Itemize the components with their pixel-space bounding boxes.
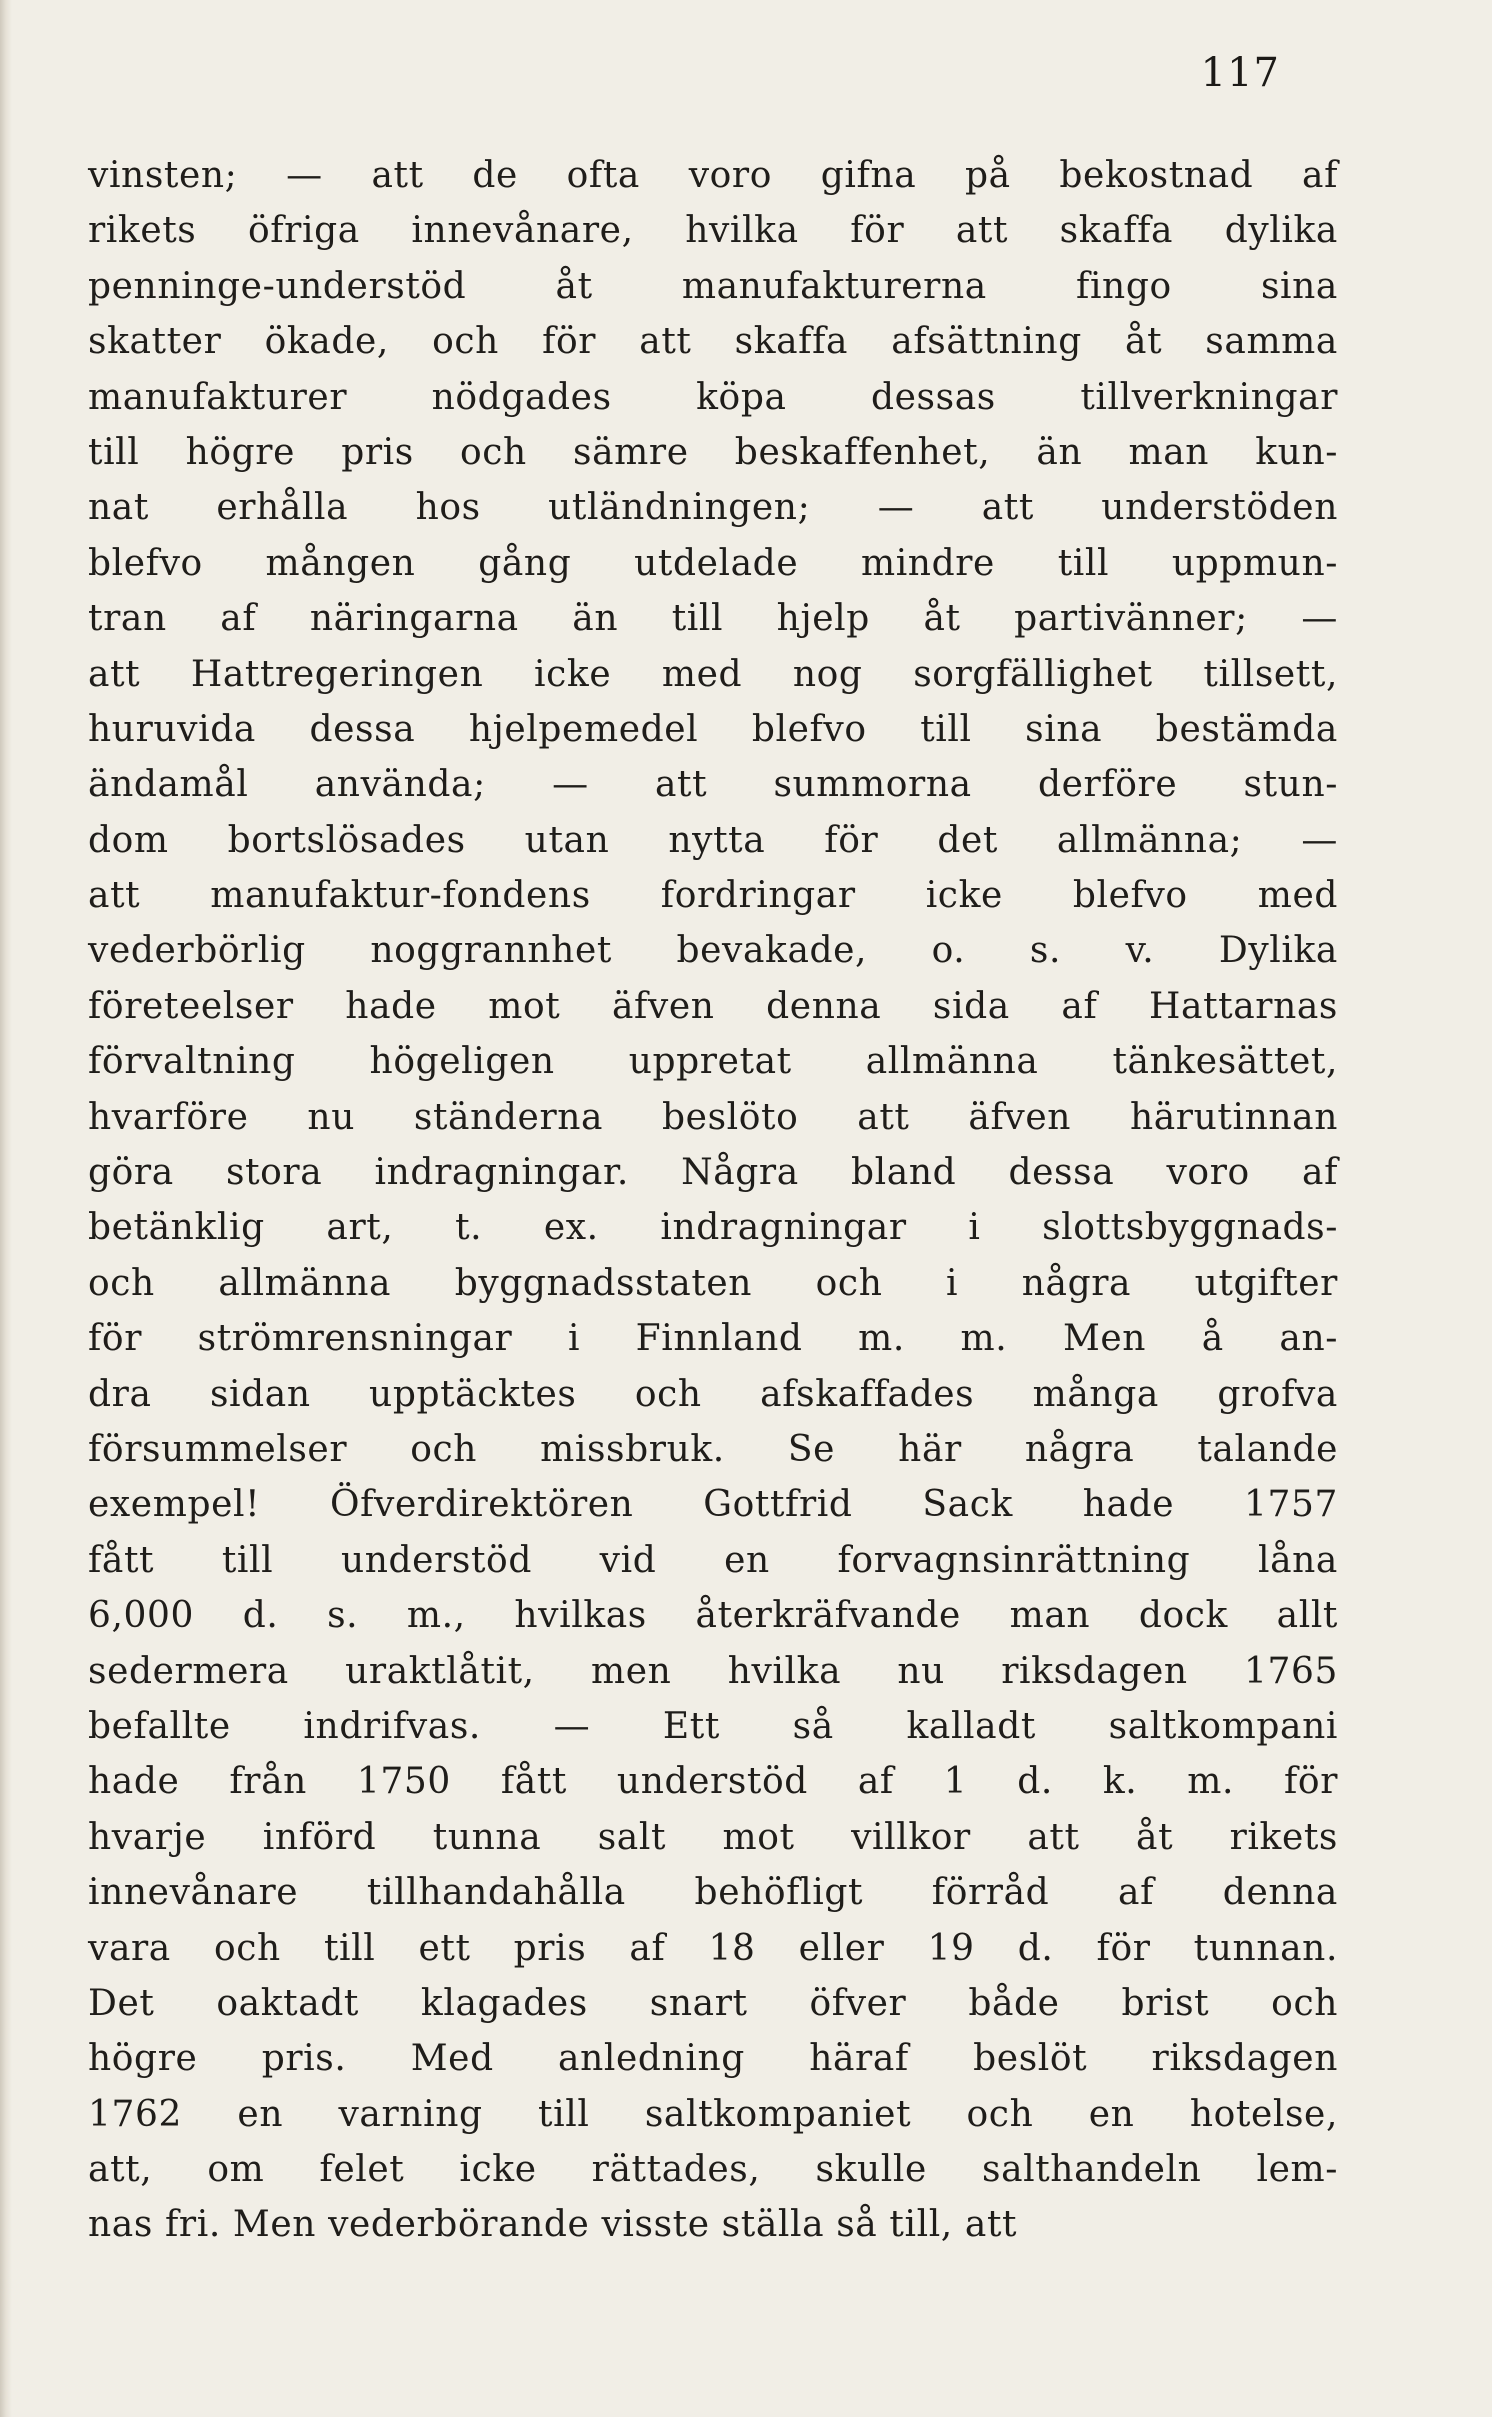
text-line: att manufaktur-fondens fordringar icke blefvo med bbox=[88, 875, 1338, 917]
text-line: huruvida dessa hjelpemedel blefvo till sina bestämda bbox=[88, 708, 1338, 750]
text-line: hade från 1750 fått understöd af 1 d. k. m. för bbox=[88, 1761, 1338, 1803]
text-line: ändamål använda; — att summorna derföre stun- bbox=[88, 764, 1338, 806]
text-line: dra sidan upptäcktes och afskaffades många grofva bbox=[88, 1373, 1338, 1415]
text-line: innevånare tillhandahålla behöfligt förråd af denna bbox=[88, 1872, 1338, 1914]
text-line: fått till understöd vid en forvagnsinrättning låna bbox=[88, 1539, 1338, 1581]
text-line: hvarje införd tunna salt mot villkor att åt rikets bbox=[88, 1816, 1338, 1858]
text-line: nat erhålla hos utländningen; — att understöden bbox=[88, 487, 1338, 529]
text-line: 6,000 d. s. m., hvilkas återkräfvande man dock allt bbox=[88, 1595, 1338, 1637]
text-line: penninge-understöd åt manufakturerna fingo sina bbox=[88, 265, 1338, 307]
text-line: försummelser och missbruk. Se här några talande bbox=[88, 1428, 1338, 1470]
text-line: betänklig art, t. ex. indragningar i slottsbyggnads- bbox=[88, 1207, 1338, 1249]
text-line: att, om felet icke rättades, skulle salthandeln lem- bbox=[88, 2149, 1338, 2191]
page-number: 117 bbox=[1200, 50, 1280, 96]
text-line: vara och till ett pris af 18 eller 19 d. för tunnan. bbox=[88, 1927, 1338, 1969]
text-line: till högre pris och sämre beskaffenhet, än man kun- bbox=[88, 431, 1338, 473]
text-line: Det oaktadt klagades snart öfver både brist och bbox=[88, 1982, 1338, 2024]
text-line: manufakturer nödgades köpa dessas tillverkningar bbox=[88, 376, 1338, 418]
text-line: vederbörlig noggrannhet bevakade, o. s. v. Dylika bbox=[88, 930, 1338, 972]
text-line: exempel! Öfverdirektören Gottfrid Sack hade 1757 bbox=[88, 1484, 1338, 1526]
text-line: företeelser hade mot äfven denna sida af Hattarnas bbox=[88, 985, 1338, 1027]
text-line: skatter ökade, och för att skaffa afsättning åt samma bbox=[88, 321, 1338, 363]
text-line: rikets öfriga innevånare, hvilka för att skaffa dylika bbox=[88, 210, 1338, 252]
body-text bbox=[88, 148, 1338, 2253]
text-line: förvaltning högeligen uppretat allmänna tänkesättet, bbox=[88, 1041, 1338, 1083]
text-line: göra stora indragningar. Några bland dessa voro af bbox=[88, 1152, 1338, 1194]
text-line: befallte indrifvas. — Ett så kalladt saltkompani bbox=[88, 1705, 1338, 1747]
text-line: sedermera uraktlåtit, men hvilka nu riksdagen 1765 bbox=[88, 1650, 1338, 1692]
page-binding-edge bbox=[0, 0, 12, 2417]
text-line: 1762 en varning till saltkompaniet och en hotelse, bbox=[88, 2093, 1338, 2135]
text-line: dom bortslösades utan nytta för det allmänna; — bbox=[88, 819, 1338, 861]
text-line: att Hattregeringen icke med nog sorgfällighet tillsett, bbox=[88, 653, 1338, 695]
text-line: nas fri. Men vederbörande visste ställa så till, att bbox=[88, 2204, 1018, 2246]
text-line: vinsten; — att de ofta voro gifna på bekostnad af bbox=[88, 155, 1338, 196]
text-line: för strömrensningar i Finnland m. m. Men å an- bbox=[88, 1318, 1338, 1360]
text-line: högre pris. Med anledning häraf beslöt riksdagen bbox=[88, 2038, 1338, 2080]
text-line: och allmänna byggnadsstaten och i några utgifter bbox=[88, 1262, 1338, 1304]
text-line: blefvo mången gång utdelade mindre till uppmun- bbox=[88, 542, 1338, 584]
text-line: hvarföre nu ständerna beslöto att äfven härutinnan bbox=[88, 1096, 1338, 1138]
text-line: tran af näringarna än till hjelp åt partivänner; — bbox=[88, 598, 1338, 640]
